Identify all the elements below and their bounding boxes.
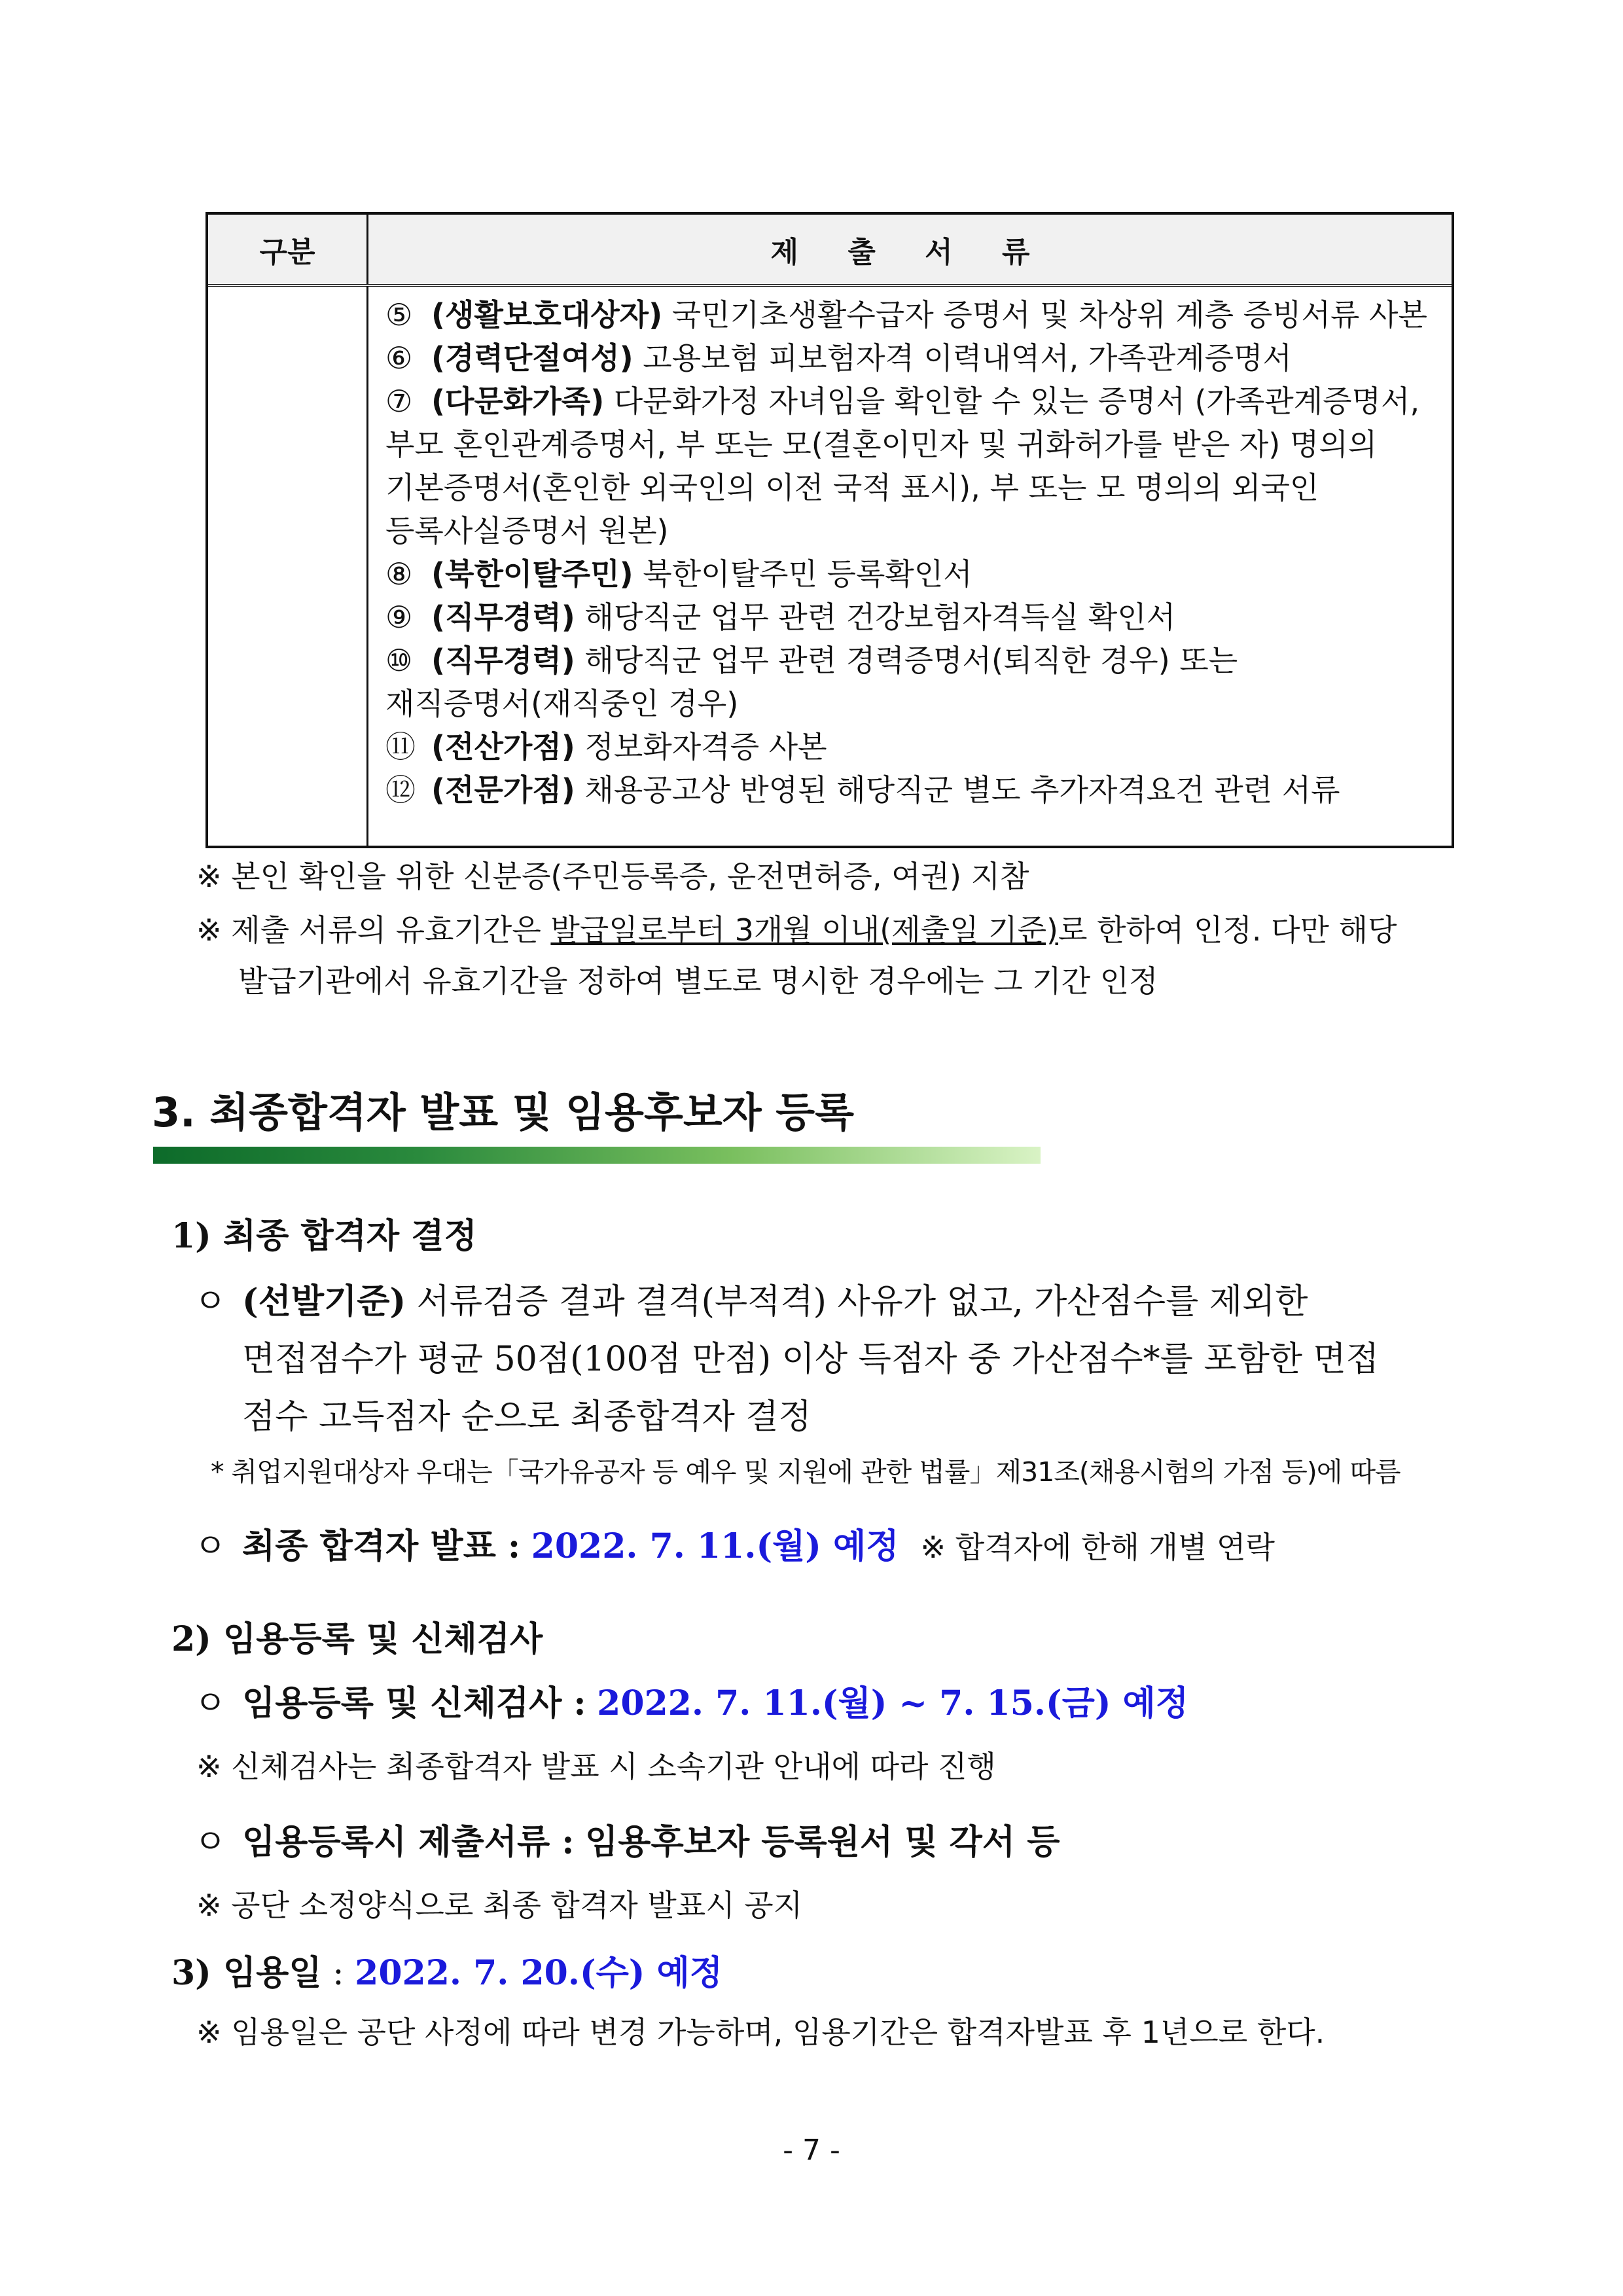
subsection-3-heading	[171, 1945, 722, 1994]
required-docs-line	[194, 1814, 1060, 1863]
table-body-row	[208, 287, 1452, 846]
form-note: ※ 공단 소정양식으로 최종 합격자 발표시 공지	[196, 1888, 803, 1923]
document-item	[385, 552, 1452, 596]
criteria-line-3: 점수 고득점자 순으로 최종합격자 결정	[242, 1397, 812, 1437]
item-continuation: 재직증명서(재직중인 경우)	[385, 686, 739, 721]
appointment-separator: :	[321, 1954, 355, 1993]
title-underline-bar	[153, 1147, 1041, 1164]
page-number: - 7 -	[783, 2134, 840, 2167]
bullet-marker: ㅇ	[194, 1823, 227, 1862]
document-item	[385, 725, 1452, 768]
table-documents-cell	[368, 287, 1452, 846]
documents-table	[205, 212, 1454, 848]
appointment-note: ※ 임용일은 공단 사정에 따라 변경 가능하며, 임용기간은 합격자발표 후 1년으로 한다.	[196, 2015, 1325, 2050]
item-text: 해당직군 업무 관련 경력증명서(퇴직한 경우) 또는	[584, 643, 1238, 678]
criteria-label: (선발기준)	[242, 1282, 406, 1321]
appointment-label: 3) 임용일	[171, 1953, 322, 1993]
item-label: (직무경력)	[431, 643, 575, 678]
table-header-row	[208, 215, 1452, 287]
appointment-date: 2022. 7. 20.(수) 예정	[355, 1953, 722, 1993]
item-content	[431, 293, 1427, 336]
criteria-text-1: 서류검증 결과 결격(부적격) 사유가 없고, 가산점수를 제외한	[416, 1282, 1308, 1321]
registration-line	[194, 1676, 1188, 1725]
item-content	[431, 552, 972, 596]
announce-note: ※ 합격자에 한해 개별 연락	[920, 1530, 1275, 1565]
required-docs-label: 임용등록시 제출서류 :	[242, 1822, 575, 1862]
announce-date: 2022. 7. 11.(월) 예정	[531, 1526, 899, 1566]
item-label: (다문화가족)	[431, 384, 605, 419]
bullet-marker: ㅇ	[194, 1282, 227, 1321]
item-content	[431, 639, 1238, 682]
subsection-1-heading: 1) 최종 합격자 결정	[171, 1216, 477, 1256]
document-item	[385, 639, 1452, 682]
item-number: ⑫	[385, 772, 416, 808]
document-item	[385, 293, 1452, 336]
criteria-line-2: 면접점수가 평균 50점(100점 만점) 이상 득점자 중 가산점수*를 포함한 면접	[242, 1340, 1380, 1379]
item-continuation: 부모 혼인관계증명서, 부 또는 모(결혼이민자 및 귀화허가를 받은 자) 명의의	[385, 427, 1378, 462]
bullet-marker: ㅇ	[194, 1527, 227, 1566]
registration-label: 임용등록 및 신체검사 :	[242, 1683, 586, 1723]
document-item	[385, 596, 1452, 639]
required-docs-value: 임용후보자 등록원서 및 각서 등	[585, 1822, 1060, 1862]
item-label: (경력단절여성)	[431, 340, 633, 376]
item-text: 정보화자격증 사본	[584, 729, 827, 764]
item-content	[431, 336, 1292, 380]
document-item	[385, 380, 1452, 423]
document-item	[385, 768, 1452, 812]
item-label: (생활보호대상자)	[431, 297, 663, 332]
item-number: ⑥	[385, 340, 413, 376]
validity-underlined: 발급일로부터 3개월 이내(제출일 기준)	[550, 912, 1058, 948]
registration-date: 2022. 7. 11.(월) ~ 7. 15.(금) 예정	[597, 1683, 1189, 1723]
item-content	[431, 725, 827, 768]
item-continuation: 기본증명서(혼인한 외국인의 이전 국적 표시), 부 또는 모 명의의 외국인	[385, 470, 1319, 505]
validity-note	[196, 905, 1397, 956]
document-item	[385, 336, 1452, 380]
criteria-line-1	[194, 1274, 1308, 1323]
item-text: 북한이탈주민 등록확인서	[643, 556, 972, 592]
item-number: ⑨	[385, 600, 413, 635]
item-text: 국민기초생활수급자 증명서 및 차상위 계층 증빙서류 사본	[671, 297, 1427, 332]
item-label: (직무경력)	[431, 600, 575, 635]
item-label: (전산가점)	[431, 729, 575, 764]
validity-prefix: ※ 제출 서류의 유효기간은	[196, 912, 551, 948]
section-title: 3. 최종합격자 발표 및 임용후보자 등록	[152, 1088, 854, 1136]
item-continuation: 등록사실증명서 원본)	[385, 513, 669, 548]
item-label: (북한이탈주민)	[431, 556, 633, 592]
item-number: ⑪	[385, 729, 416, 764]
subsection-2-heading: 2) 임용등록 및 신체검사	[171, 1619, 543, 1659]
bullet-marker: ㅇ	[194, 1684, 227, 1723]
table-header-category: 구분	[208, 215, 368, 284]
item-text: 고용보험 피보험자격 이력내역서, 가족관계증명서	[643, 340, 1292, 376]
table-category-cell	[208, 287, 368, 846]
item-text: 다문화가정 자녀임을 확인할 수 있는 증명서 (가족관계증명서,	[613, 384, 1420, 419]
item-text: 해당직군 업무 관련 건강보험자격득실 확인서	[584, 600, 1176, 635]
item-content	[431, 596, 1175, 639]
announce-label: 최종 합격자 발표 :	[242, 1526, 521, 1566]
item-label: (전문가점)	[431, 772, 575, 808]
veteran-footnote: * 취업지원대상자 우대는「국가유공자 등 예우 및 지원에 관한 법률」제31조(채용시험의 가점 등)에 따름	[211, 1456, 1400, 1488]
medical-check-note: ※ 신체검사는 최종합격자 발표 시 소속기관 안내에 따라 진행	[196, 1749, 996, 1784]
table-header-documents: 제 출 서 류	[770, 236, 1050, 269]
item-text: 채용공고상 반영된 해당직군 별도 추가자격요건 관련 서류	[584, 772, 1340, 808]
item-number: ⑩	[385, 643, 413, 678]
item-number: ⑤	[385, 297, 413, 332]
validity-note-line2: 발급기관에서 유효기간을 정하여 별도로 명시한 경우에는 그 기간 인정	[238, 963, 1158, 999]
item-number: ⑧	[385, 556, 413, 592]
item-content	[431, 380, 1419, 423]
announcement-line	[194, 1518, 1275, 1568]
validity-suffix: 로 한하여 인정. 다만 해당	[1058, 912, 1397, 948]
id-note: ※ 본인 확인을 위한 신분증(주민등록증, 운전면허증, 여권) 지참	[196, 859, 1029, 894]
item-content	[431, 768, 1340, 812]
item-number: ⑦	[385, 384, 413, 419]
